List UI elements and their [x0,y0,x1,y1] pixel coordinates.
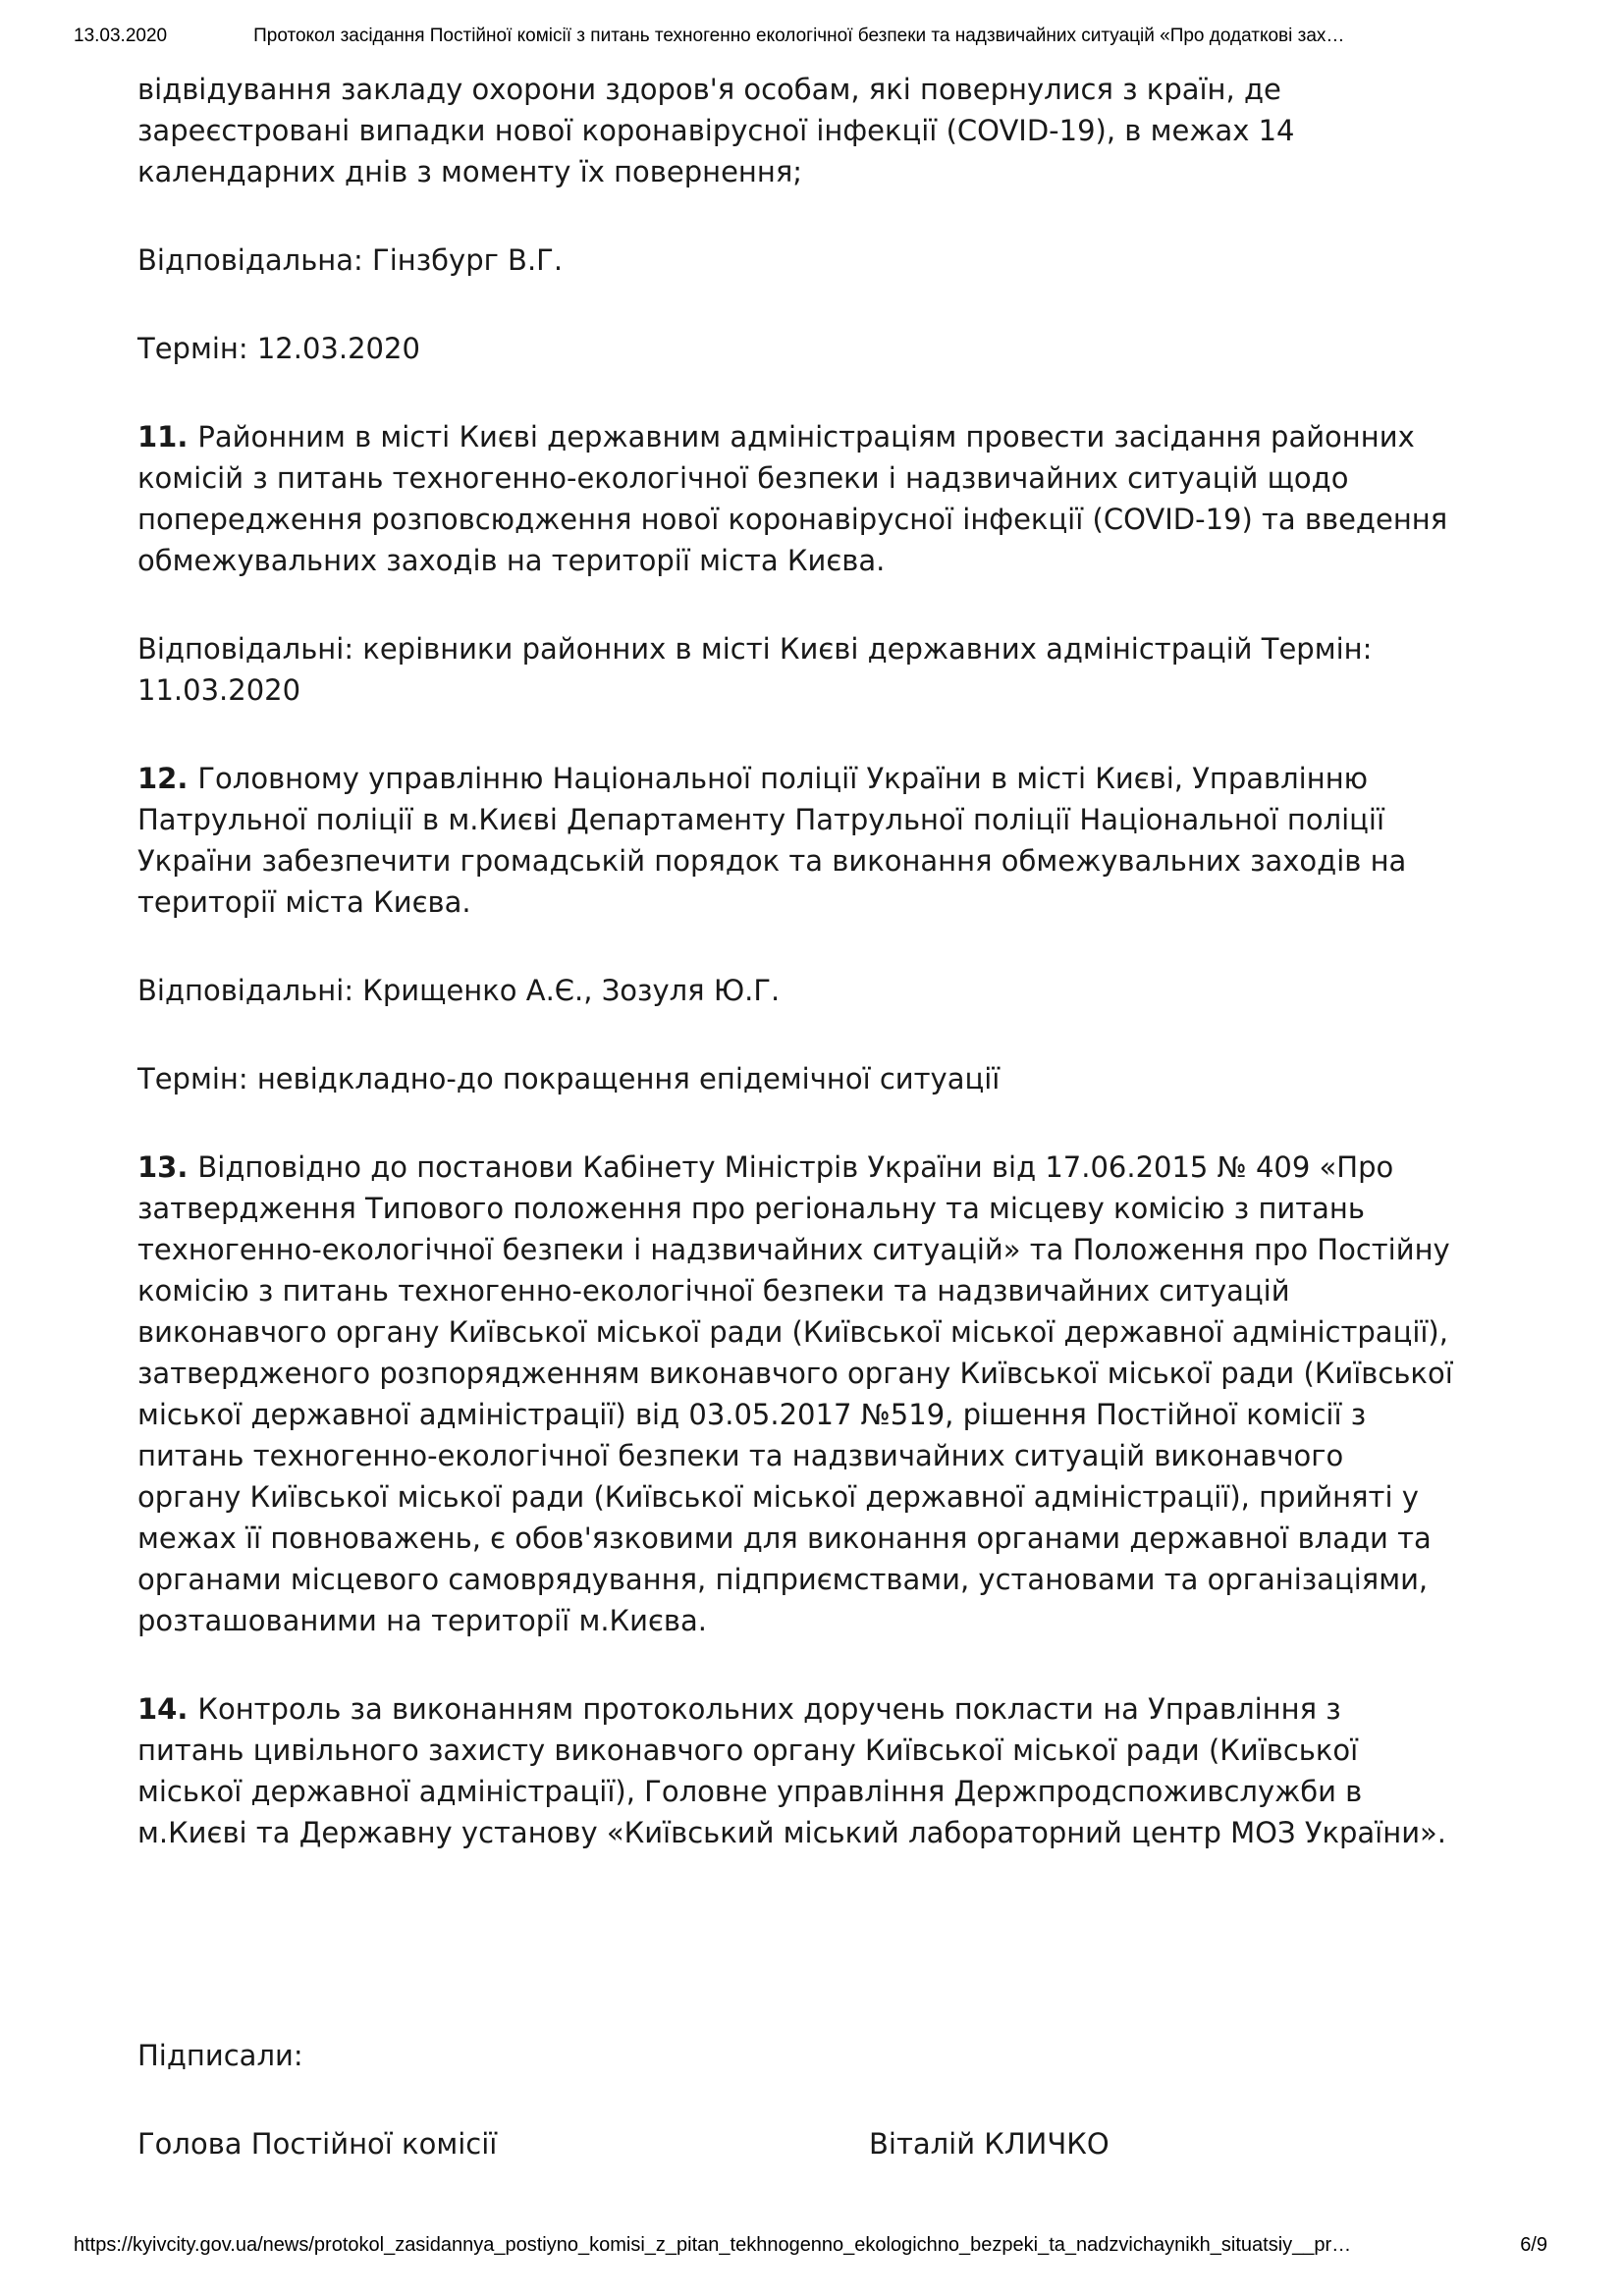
item-11-number: 11. [137,420,189,454]
signature-name: Віталій КЛИЧКО [869,2127,1110,2161]
signature-row [137,2123,1453,2164]
responsible-line-district-heads: Відповідальні: керівники районних в місті Києві державних адміністрацій Термін: 11.03.2020 [137,632,1373,707]
item-14-text: Контроль за виконанням протокольних доручень покласти на Управління з питань цивільного захисту виконавчого органу Київської міської ради (Київської міської державної адміністрації), Головне управління Держпродспоживслужби в м.Києві та Державну установу «Київський міський лабораторний центр МОЗ України». [137,1692,1447,1849]
item-11 [137,416,1453,581]
print-header [74,26,1585,47]
signature-role: Голова Постійної комісії [137,2127,498,2161]
footer-source-url: https://kyivcity.gov.ua/news/protokol_zasidannya_postiyno_komisi_z_pitan_tekhnogenno_ekologichno_bezpeki_ta_nadzvichaynikh_situatsiy__pr… [74,2234,1352,2256]
header-date: 13.03.2020 [74,26,168,46]
item-14 [137,1688,1453,1853]
responsible-line-kryshchenko-zozulya: Відповідальні: Крищенко А.Є., Зозуля Ю.Г. [137,974,781,1007]
header-document-title: Протокол засідання Постійної комісії з питань техногенно екологічної безпеки та надзвичайних ситуацій «Про додаткові зах… [253,26,1345,46]
responsible-line-ginzburg: Відповідальна: Гінзбург В.Г. [137,243,564,277]
item-13 [137,1147,1453,1641]
print-footer [74,2234,1547,2257]
item-11-text: Районним в місті Києві державним адміністраціям провести засідання районних комісій з питань техногенно-екологічної безпеки і надзвичайних ситуацій щодо попередження розповсюдження нової коронавірусної інфекції (COVID-19) та введення обмежувальних заходів на території міста Києва. [137,420,1448,577]
item-12 [137,758,1453,923]
footer-page-number: 6/9 [1520,2234,1547,2256]
item-13-text: Відповідно до постанови Кабінету Міністрів України від 17.06.2015 № 409 «Про затвердження Типового положення про регіональну та місцеву комісію з питань техногенно-екологічної безпеки і надзвичайних ситуацій» та Положення про Постійну комісію з питань техногенно-екологічної безпеки та надзвичайних ситуацій виконавчого органу Київської міської ради (Київської міської державної адміністрації), затвердженого розпорядженням виконавчого органу Київської міської ради (Київської міської державної адміністрації) від 03.05.2017 №519, рішення Постійної комісії з питань техногенно-екологічної безпеки та надзвичайних ситуацій виконавчого органу Київської міської ради (Київської міської державної адміністрації), прийняті у межах її повноважень, є обов'язковими для виконання органами державної влади та органами місцевого самоврядування, підприємствами, установами та організаціями, розташованими на території м.Києва. [137,1150,1453,1637]
deadline-line-12-03-2020: Термін: 12.03.2020 [137,332,420,365]
item-12-text: Головному управлінню Національної поліції України в місті Києві, Управлінню Патрульної поліції в м.Києві Департаменту Патрульної поліції Національної поліції України забезпечити громадській порядок та виконання обмежувальних заходів на території міста Києва. [137,762,1407,919]
signed-label: Підписали: [137,2039,303,2072]
item-12-number: 12. [137,762,189,795]
deadline-line-immediate: Термін: невідкладно-до покращення епідемічної ситуації [137,1062,1001,1095]
paragraph-continuation: відвідування закладу охорони здоров'я особам, які повернулися з країн, де зареєстровані випадки нової коронавірусної інфекції (COVID-19), в межах 14 календарних днів з моменту їх повернення; [137,73,1295,188]
item-14-number: 14. [137,1692,189,1726]
document-body [137,69,1453,2164]
item-13-number: 13. [137,1150,189,1184]
